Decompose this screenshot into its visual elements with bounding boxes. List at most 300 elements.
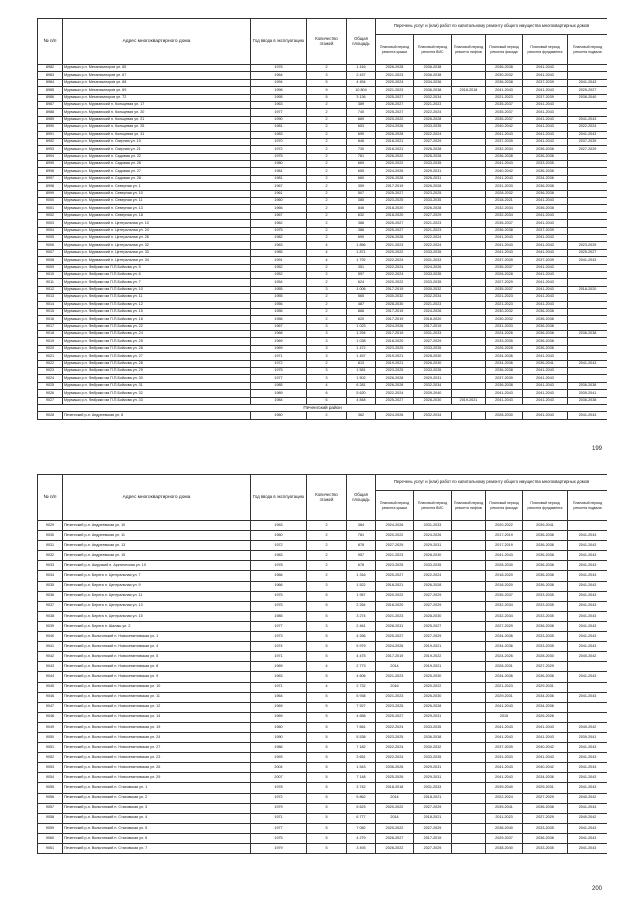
year-cell: 1972 [251,360,307,367]
basement-period-cell: 2041-2043 [568,783,608,793]
address-cell: Печенгский р-н. Вольгинский п. Новосеменовская ул. 29 [63,773,251,783]
table-row [38,732,608,742]
vis-period-cell: 2018-2021 [414,813,452,823]
vis-period-cell: 2036-2038 [414,72,452,79]
area-cell: 2 732 [347,682,376,692]
foundation-period-cell: 2037-2039 [523,227,568,234]
table-row [38,138,608,145]
table-row [38,621,608,631]
address-cell: Мурмаши р.п. Мурманский п. Кольцевая ул. 31 [63,131,251,138]
floors-cell: 3 [307,375,347,382]
year-cell: 1979 [251,803,307,813]
row-number: 9027 [38,397,63,404]
facade-period-cell: 2036-2038 [486,79,523,86]
foundation-period-cell: 2036-2038 [523,323,568,330]
vis-period-cell: 2026-2028 [414,153,452,160]
roof-period-cell: 2026-2028 [376,131,414,138]
table-row [38,183,608,190]
table-row [38,101,608,108]
address-cell: Мурмаши р.п. Мурманский п. Центральная ул. 26 [63,234,251,241]
address-cell: Печенгский р-н. Берега п. Центральная ул. 15 [63,611,251,621]
lift-period-cell [452,521,486,531]
basement-period-cell: 2041-2043 [568,591,608,601]
table-row [38,712,608,722]
address-cell: Печенгский р-н. Амурский п. Арктическая ул. 10 [63,561,251,571]
basement-period-cell: 2041-2043 [568,773,608,783]
row-number: 9012 [38,286,63,293]
floors-cell: 2 [307,264,347,271]
row-number: 9004 [38,227,63,234]
table-row [38,783,608,793]
floors-cell: 2 [307,308,347,315]
year-cell: 1955 [251,294,307,301]
year-cell: 1974 [251,642,307,652]
address-cell: Печенгский р-н. Андреевская ул. 11 [63,531,251,541]
area-cell: 690 [347,234,376,241]
document-page-200 [37,474,607,882]
lift-period-cell [452,72,486,79]
area-cell: 1 581 [347,368,376,375]
row-number: 8983 [38,72,63,79]
year-cell: 2007 [251,773,307,783]
basement-period-cell: 2039-2041 [568,732,608,742]
vis-period-cell: 2026-2028 [414,183,452,190]
row-number: 9021 [38,353,63,360]
lift-period-cell [452,264,486,271]
vis-period-cell: 2033-2035 [414,345,452,352]
year-cell: 1964 [251,72,307,79]
foundation-period-cell: 2036-2038 [523,345,568,352]
lift-period-cell [452,153,486,160]
vis-period-cell: 2039-2040 [414,390,452,397]
basement-period-cell: 2041-2043 [568,131,608,138]
roof-period-cell: 2023-2025 [376,702,414,712]
foundation-period-cell: 2034-2036 [523,175,568,182]
area-cell: 781 [347,153,376,160]
row-number: 9058 [38,813,63,823]
table-row [38,682,608,692]
floors-cell: 2 [307,124,347,131]
vis-period-cell: 2017-2019 [414,833,452,843]
facade-period-cell: 2041-2043 [486,763,523,773]
roof-period-cell: 2021-2023 [376,87,414,94]
area-cell: 1 416 [347,65,376,72]
row-number: 9009 [38,264,63,271]
area-cell: 5 938 [347,692,376,702]
foundation-period-cell: 2041-2043 [523,732,568,742]
foundation-period-cell: 2036-2038 [523,168,568,175]
foundation-period-cell: 2041-2043 [523,286,568,293]
basement-period-cell: 2041-2043 [568,581,608,591]
row-number: 9051 [38,743,63,753]
lift-period-cell [452,168,486,175]
header-year: Год ввода в эксплуатацию [251,19,307,65]
year-cell: 1985 [251,249,307,256]
document-page-199 [37,18,607,438]
roof-period-cell: 2021-2023 [376,672,414,682]
row-number: 8992 [38,138,63,145]
lift-period-cell [452,844,486,854]
table-row [38,390,608,397]
header-address: Адрес многоквартирного дома [63,475,251,521]
foundation-period-cell: 2036-2038 [523,571,568,581]
row-number: 9034 [38,571,63,581]
area-cell: 740 [347,109,376,116]
row-number: 9059 [38,823,63,833]
basement-period-cell [568,190,608,197]
table-row [38,316,608,323]
area-cell: 565 [347,294,376,301]
foundation-period-cell: 2036-2038 [523,621,568,631]
address-cell: Мурмаши р.п. Фабрики им П.П.Бойкова ул. 10 [63,286,251,293]
lift-period-cell [452,632,486,642]
year-cell: 1977 [251,823,307,833]
address-cell: Мурмаши р.п. Фабрики им П.П.Бойкова ул. 28 [63,360,251,367]
year-cell: 1963 [251,672,307,682]
vis-period-cell: 2036-2038 [414,732,452,742]
roof-period-cell: 2022-2024 [376,753,414,763]
lift-period-cell [452,390,486,397]
lift-period-cell [452,753,486,763]
area-cell: 7 082 [347,823,376,833]
vis-period-cell: 2019-2022 [414,652,452,662]
address-cell: Печенгский р-н. Вольгинский п. Новосеменовская ул. 5 [63,652,251,662]
table-row [38,190,608,197]
year-cell: 1960 [251,412,307,419]
vis-period-cell: 2026-2030 [414,360,452,367]
foundation-period-cell: 2036-2038 [523,153,568,160]
facade-period-cell: 2021-2023 [486,682,523,692]
basement-period-cell: 2036-2038 [568,382,608,389]
basement-period-cell [568,153,608,160]
address-cell: Печенгский р-н. Вольгинский п. Новосеменовская ул. 26 [63,763,251,773]
address-cell: Печенгский р-н. Вольгинский п. Новосеменовская ул. 11 [63,692,251,702]
facade-period-cell: 2041-2043 [486,131,523,138]
roof-period-cell: 2025-2027 [376,109,414,116]
area-cell: 5 620 [347,390,376,397]
table-row [38,198,608,205]
facade-period-cell: 2040-2042 [486,168,523,175]
roof-period-cell: 2023-2025 [376,368,414,375]
floors-cell: 5 [307,79,347,86]
vis-period-cell: 2020-2022 [414,682,452,692]
roof-period-cell: 2026-2022 [376,844,414,854]
basement-period-cell: 2041-2043 [568,743,608,753]
header-foundation: Плановый период ремонта фундамента [523,35,568,65]
foundation-period-cell: 2036-2038 [523,672,568,682]
lift-period-cell [452,205,486,212]
lift-period-cell [452,190,486,197]
lift-period-cell [452,662,486,672]
lift-period-cell [452,146,486,153]
address-cell: Мурмаши р.п. Фабрики им П.П.Бойкова ул. 27 [63,353,251,360]
basement-period-cell: 2037-2039 [568,138,608,145]
vis-period-cell: 2032-2034 [414,294,452,301]
foundation-period-cell: 2041-2043 [523,249,568,256]
row-number: 9025 [38,382,63,389]
floors-cell: 3 [307,286,347,293]
floors-cell: 2 [307,220,347,227]
year-cell: 1983 [251,131,307,138]
section-title: Печенгский район [38,404,608,411]
roof-period-cell: 2023-2025 [376,345,414,352]
table-row [38,632,608,642]
header-basement: Плановый период ремонта подвала [568,491,608,521]
table-row [38,331,608,338]
lift-period-cell [452,353,486,360]
basement-period-cell: 2041-2043 [568,571,608,581]
year-cell: 1964 [251,692,307,702]
area-cell: 4 475 [347,652,376,662]
vis-period-cell: 2029-2031 [414,763,452,773]
basement-period-cell [568,198,608,205]
floors-cell: 3 [307,368,347,375]
lift-period-cell [452,541,486,551]
foundation-period-cell: 2041-2043 [523,242,568,249]
facade-period-cell: 2034-2036 [486,360,523,367]
year-cell: 1994 [251,79,307,86]
area-cell: 388 [347,227,376,234]
foundation-period-cell: 2041-2043 [523,412,568,419]
floors-cell: 3 [307,323,347,330]
vis-period-cell: 2036-2038 [414,87,452,94]
floors-cell: 5 [307,732,347,742]
foundation-period-cell: 2029-2031 [523,783,568,793]
header-floors: Количество этажей [307,19,347,65]
year-cell: 1960 [251,531,307,541]
lift-period-cell [452,813,486,823]
roof-period-cell: 2021-2023 [376,72,414,79]
year-cell: 1971 [251,353,307,360]
area-cell: 597 [347,271,376,278]
row-number: 9057 [38,803,63,813]
facade-period-cell: 2036-2038 [486,227,523,234]
row-number: 9019 [38,338,63,345]
table-row [38,212,608,219]
year-cell: 1986 [251,743,307,753]
basement-period-cell [568,183,608,190]
year-cell: 1975 [251,368,307,375]
vis-period-cell: 2033-2035 [414,561,452,571]
roof-period-cell: 2018-2018 [376,783,414,793]
foundation-period-cell: 2037-2039 [523,94,568,101]
lift-period-cell [452,382,486,389]
facade-period-cell: 2028-2030 [486,412,523,419]
area-cell: 878 [347,541,376,551]
area-cell: 5 979 [347,642,376,652]
address-cell: Мурмаши р.п. Мурманский п. Садовая ул. 26 [63,161,251,168]
lift-period-cell [452,227,486,234]
area-cell: 868 [347,308,376,315]
row-number: 9041 [38,642,63,652]
basement-period-cell: 2041-2043 [568,844,608,854]
roof-period-cell: 2017-2019 [376,652,414,662]
vis-period-cell: 2019-2021 [414,662,452,672]
facade-period-cell: 2038-2040 [486,823,523,833]
row-number: 9002 [38,212,63,219]
area-cell: 3 493 [347,844,376,854]
row-number: 9049 [38,722,63,732]
basement-period-cell [568,353,608,360]
vis-period-cell: 2021-2023 [414,227,452,234]
facade-period-cell: 2018-2020 [486,581,523,591]
area-cell: 1 792 [347,257,376,264]
vis-period-cell: 2033-2035 [414,124,452,131]
address-cell: Мурмаши р.п. Мурманский п. Кольцевая ул. 25 [63,124,251,131]
year-cell: 1966 [251,581,307,591]
roof-period-cell: 2017-2019 [376,316,414,323]
year-cell: 1975 [251,227,307,234]
basement-period-cell: 2041-2043 [568,116,608,123]
year-cell: 1967 [251,323,307,330]
floors-cell: 2 [307,146,347,153]
area-cell: 1 502 [347,375,376,382]
roof-period-cell: 2026-2028 [376,175,414,182]
floors-cell: 2 [307,234,347,241]
table-row [38,257,608,264]
vis-period-cell: 2033-2035 [414,271,452,278]
vis-period-cell: 2032-2034 [414,382,452,389]
table-row [38,72,608,79]
area-cell: 1 316 [347,571,376,581]
floors-cell: 3 [307,338,347,345]
address-cell: Мурмаши р.п. Мурманский п. Центральная ул. 32 [63,242,251,249]
basement-period-cell: 2041-2043 [568,561,608,571]
basement-period-cell: 2041-2043 [568,632,608,642]
table-row [38,360,608,367]
basement-period-cell: 2041-2043 [568,531,608,541]
basement-period-cell: 2039-2041 [568,390,608,397]
area-cell: 1 856 [347,242,376,249]
lift-period-cell [452,249,486,256]
address-cell: Мурмаши р.п. Мурманский п. Кольцевая ул. 21 [63,116,251,123]
vis-period-cell: 2021-2023 [414,301,452,308]
lift-period-cell [452,561,486,571]
row-number: 9044 [38,672,63,682]
basement-period-cell: 2022-2024 [568,124,608,131]
vis-period-cell: 2033-2035 [414,722,452,732]
vis-period-cell: 2026-2028 [414,702,452,712]
floors-cell: 2 [307,116,347,123]
facade-period-cell: 2034-2036 [486,642,523,652]
facade-period-cell: 2030-2032 [486,72,523,79]
area-cell: 4 279 [347,833,376,843]
header-lift: Плановый период ремонта лифтов [452,491,486,521]
page-number: 199 [592,446,603,452]
row-number: 9061 [38,844,63,854]
address-cell: Мурмаши р.п. Фабрики им П.П.Бойкова ул. 32 [63,390,251,397]
address-cell: Мурмаши р.п. Фабрики им П.П.Бойкова ул. 26 [63,345,251,352]
row-number: 9035 [38,581,63,591]
row-number: 9001 [38,205,63,212]
year-cell: 2004 [251,763,307,773]
table-row [38,234,608,241]
year-cell: 1971 [251,813,307,823]
facade-period-cell: 2027-2029 [486,621,523,631]
address-cell: Мурмаши р.п. Мурманский п. Центральная ул. 33 [63,249,251,256]
foundation-period-cell: 2040-2042 [523,763,568,773]
facade-period-cell: 2041-2043 [486,551,523,561]
facade-period-cell: 2041-2043 [486,242,523,249]
area-cell: 4 848 [347,397,376,404]
foundation-period-cell: 2039-2041 [523,521,568,531]
lift-period-cell [452,732,486,742]
year-cell: 1963 [251,242,307,249]
address-cell: Мурмаши р.п. Мурманский п. Северная ул. 11 [63,198,251,205]
address-cell: Печенгский р-н. Вольгинский п. Стаховская ул. 3 [63,803,251,813]
vis-period-cell: 2033-2035 [414,198,452,205]
address-cell: Мурмаши р.п. Фабрики им П.П.Бойкова ул. 11 [63,294,251,301]
row-number: 9007 [38,249,63,256]
area-cell: 1 522 [347,581,376,591]
basement-period-cell: 2041-2043 [568,823,608,833]
facade-period-cell: 2026-2028 [486,271,523,278]
address-cell: Мурмаши р.п. Мурманский п. Садовая ул. 28 [63,175,251,182]
row-number: 9040 [38,632,63,642]
roof-period-cell: 2021-2023 [376,611,414,621]
roof-period-cell: 2021-2023 [376,692,414,702]
area-cell: 957 [347,551,376,561]
foundation-period-cell: 2033-2035 [523,642,568,652]
row-number: 9016 [38,316,63,323]
foundation-period-cell: 2033-2035 [523,591,568,601]
basement-period-cell [568,375,608,382]
year-cell: 1972 [251,541,307,551]
table-row [38,286,608,293]
foundation-period-cell: 2041-2043 [523,87,568,94]
lift-period-cell [452,712,486,722]
row-number: 9029 [38,521,63,531]
area-cell: 4 454 [347,79,376,86]
address-cell: Печенгский р-н. Берега п. Центральная ул. 13 [63,601,251,611]
area-cell: 4 658 [347,712,376,722]
year-cell: 1963 [251,101,307,108]
area-cell: 669 [347,161,376,168]
basement-period-cell [568,109,608,116]
header-services-group: Перечень услуг и (или) работ по капитальному ремонту общего имущества многоквартирных домов [376,19,608,35]
floors-cell: 2 [307,279,347,286]
roof-period-cell: 2026-2027 [376,833,414,843]
row-number: 9060 [38,833,63,843]
row-number: 9026 [38,390,63,397]
foundation-period-cell: 2041-2043 [523,294,568,301]
facade-period-cell: 2038-2040 [486,844,523,854]
table-row [38,279,608,286]
header-num: № п/п [38,19,63,65]
facade-period-cell: 2039-2040 [486,783,523,793]
year-cell: 1969 [251,338,307,345]
facade-period-cell: 2035-2037 [486,591,523,601]
year-cell: 1985 [251,611,307,621]
facade-period-cell: 2037-2039 [486,743,523,753]
year-cell: 1960 [251,198,307,205]
vis-period-cell: 2026-2028 [414,205,452,212]
area-cell: 669 [347,116,376,123]
roof-period-cell: 2024-2026 [376,124,414,131]
floors-cell: 5 [307,823,347,833]
year-cell: 1967 [251,212,307,219]
roof-period-cell: 2022-2024 [376,271,414,278]
roof-period-cell: 2022-2024 [376,257,414,264]
lift-period-cell [452,773,486,783]
floors-cell: 2 [307,521,347,531]
table-row [38,601,608,611]
lift-period-cell [452,763,486,773]
facade-period-cell: 2032-2034 [486,146,523,153]
facade-period-cell: 2041-2043 [486,87,523,94]
basement-period-cell: 2025-2027 [568,87,608,94]
foundation-period-cell: 2041-2043 [523,65,568,72]
